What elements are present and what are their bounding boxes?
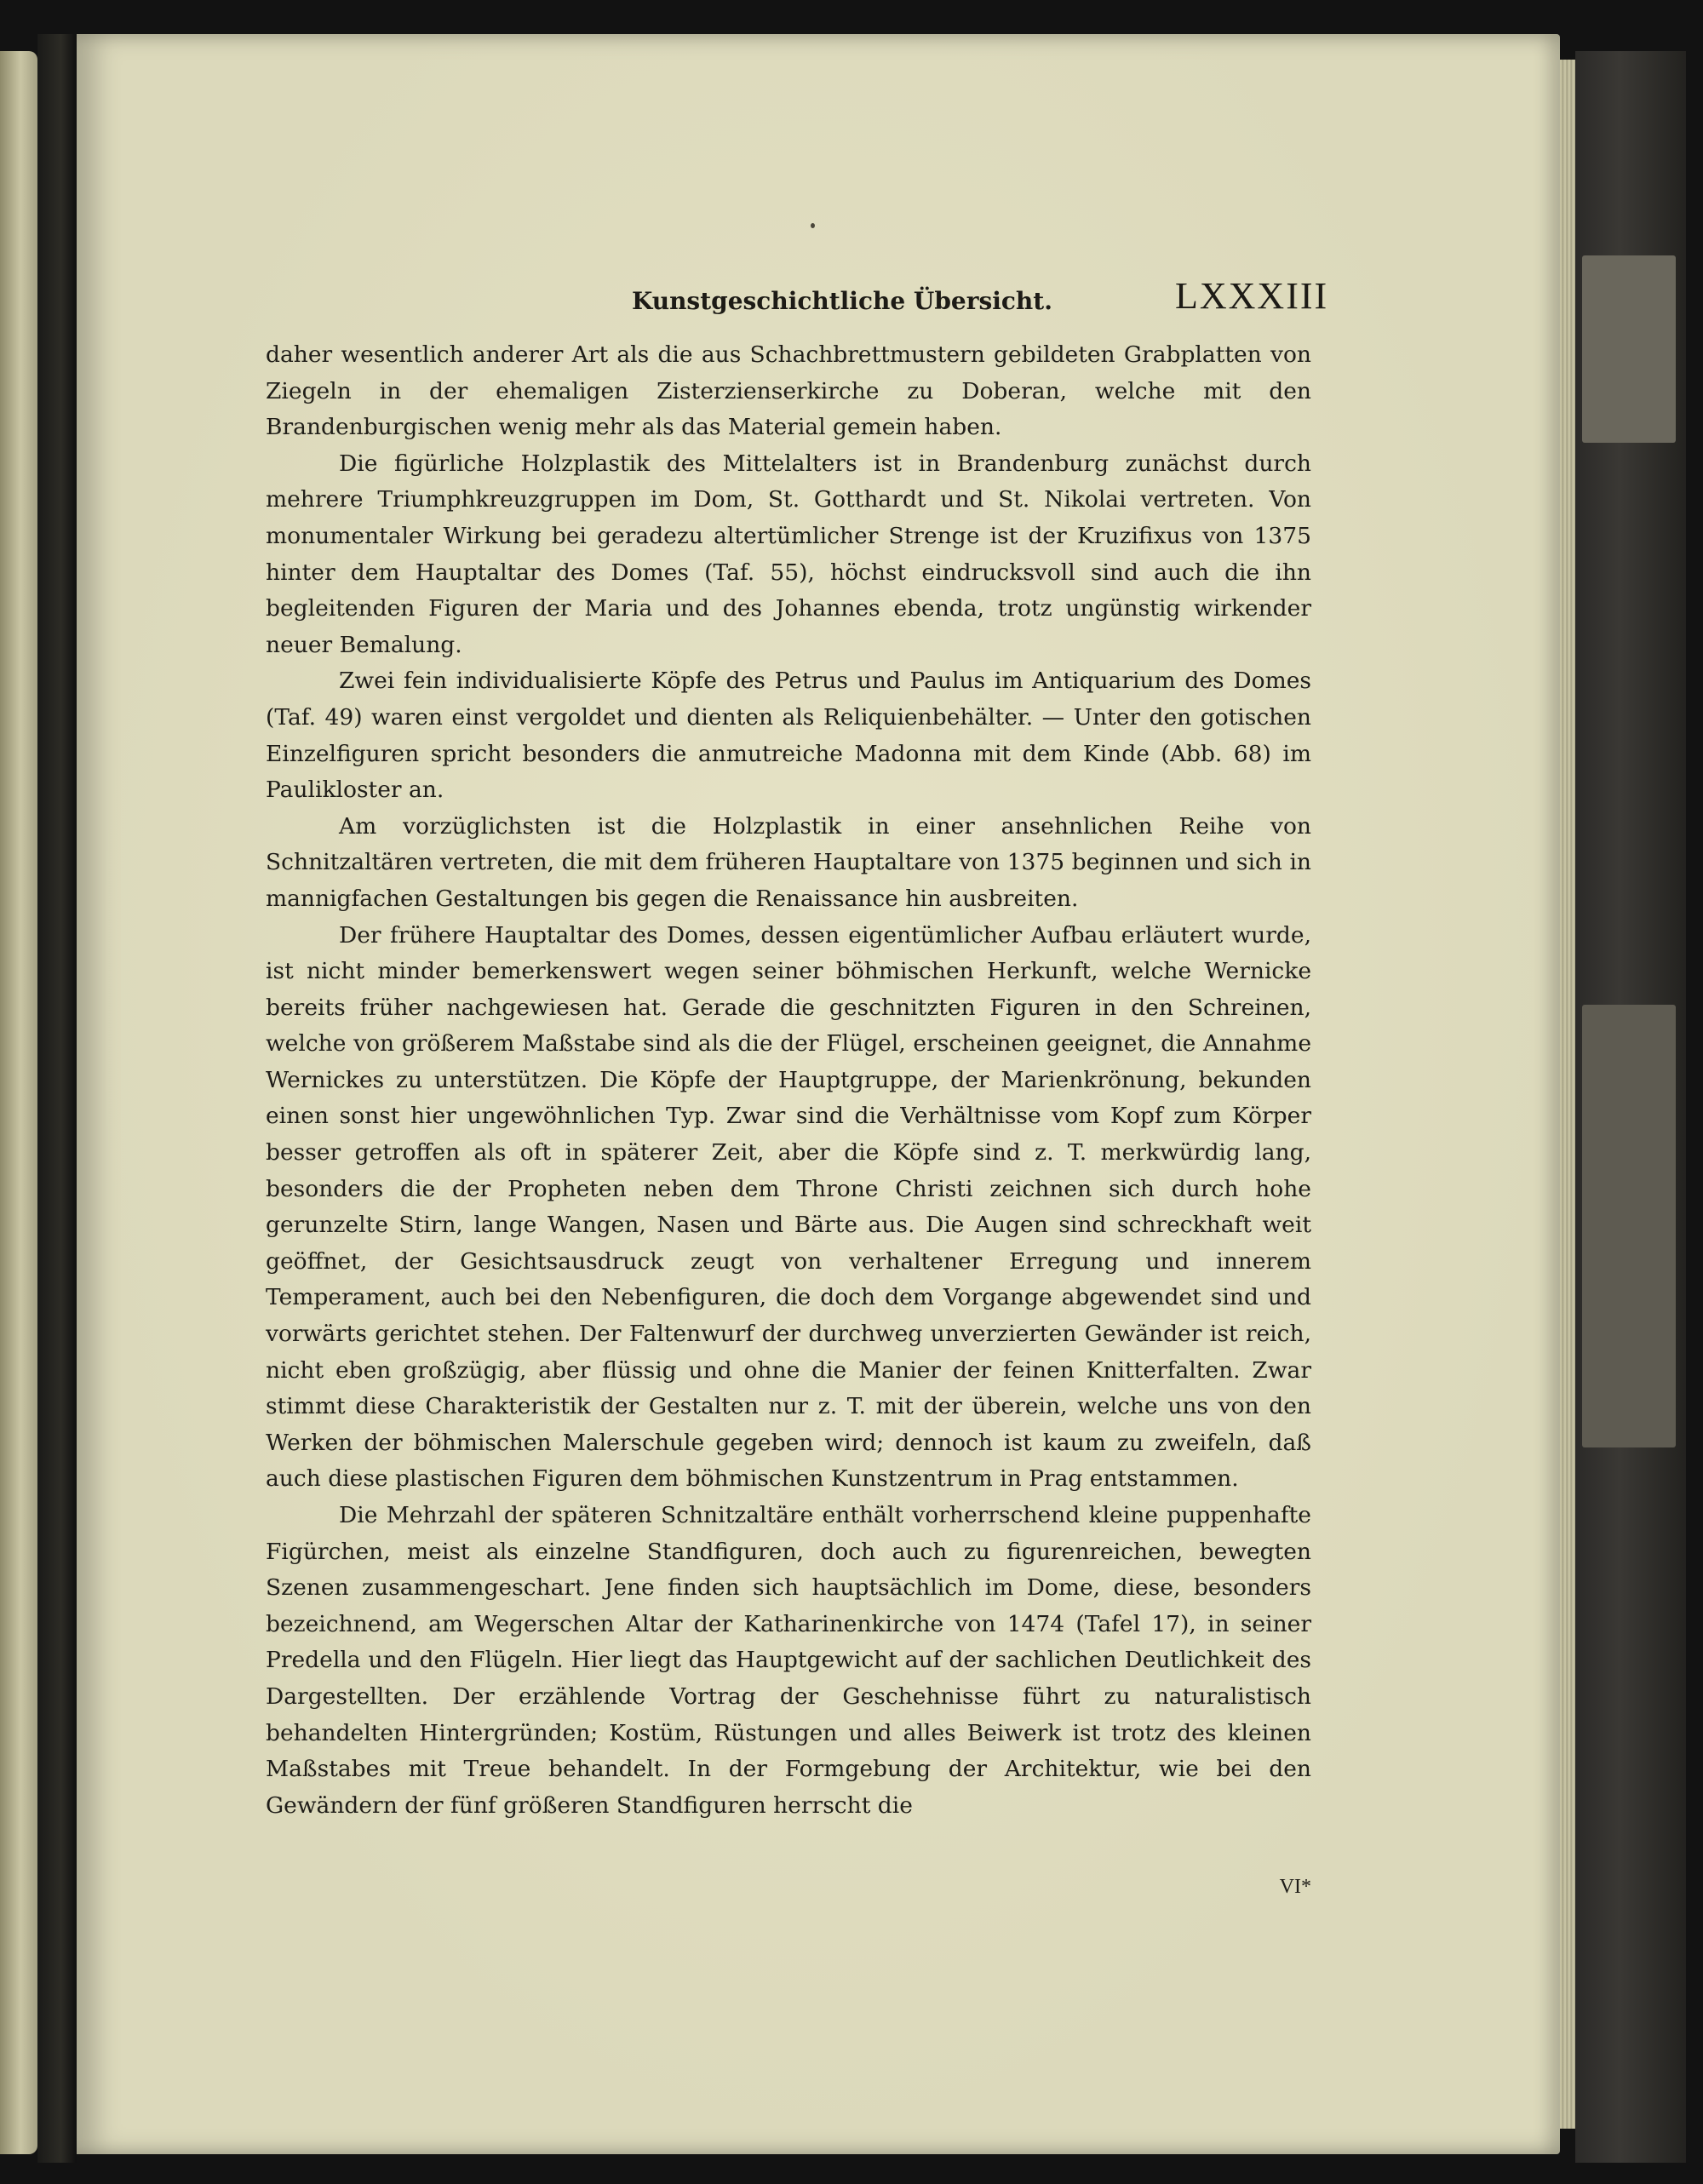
body-text xyxy=(266,337,1311,1824)
signature-mark: VI* xyxy=(1279,1876,1311,1898)
cover-wear-mark xyxy=(1582,1005,1676,1447)
paragraph: Am vorzüglichsten ist die Holzplastik in einer ansehnlichen Reihe von Schnitzaltären vertreten, die mit dem früheren Hauptaltare von 1375 beginnen und sich in mannigfachen Gestaltungen bis gegen die Renaissance hin ausbreiten. xyxy=(266,812,1311,912)
page-block-edge xyxy=(1560,60,1575,2129)
paragraph: Zwei fein individualisierte Köpfe des Petrus und Paulus im Antiquarium des Domes (Taf. 49) waren einst vergoldet und dienten als Reliquienbehälter. — Unter den gotischen Einzelfiguren spricht besonders die anmutreiche Madonna mit dem Kinde (Abb. 68) im Paulikloster an. xyxy=(266,668,1311,804)
paragraph: Die figürliche Holzplastik des Mittelalters ist in Brandenburg zunächst durch mehrere Triumphkreuzgruppen im Dom, St. Gotthardt und St. Nikolai vertreten. Von monumentaler Wirkung bei geradezu altertümlicher Strenge ist der Kruzifixus von 1375 hinter dem Hauptaltar des Domes (Taf. 55), höchst eindrucksvoll sind auch die ihn begleitenden Figuren der Maria und des Johannes ebenda, trotz ungünstig wirkender neuer Bemalung. xyxy=(266,450,1311,658)
running-head: Kunstgeschichtliche Übersicht. xyxy=(632,287,1052,315)
paragraph: daher wesentlich anderer Art als die aus Schachbrettmustern gebildeten Grabplatten von Ziegeln in der ehemaligen Zisterzienserkirche zu Doberan, welche mit den Brandenburgischen wenig mehr als das Material gemein haben. xyxy=(266,341,1311,441)
paragraph: Der frühere Hauptaltar des Domes, dessen eigentümlicher Aufbau erläutert wurde, ist nicht minder bemerkenswert wegen seiner böhmischen Herkunft, welche Wernicke bereits früher nachgewiesen hat. Gerade die geschnitzten Figuren in den Schreinen, welche von größerem Maßstabe sind als die der Flügel, erscheinen geeignet, die Annahme Wernickes zu unterstützen. Die Köpfe der Hauptgruppe, der Marienkrönung, bekunden einen sonst hier ungewöhnlichen Typ. Zwar sind die Verhältnisse vom Kopf zum Körper besser getroffen als oft in späterer Zeit, aber die Köpfe sind z. T. merkwürdig lang, besonders die der Propheten neben dem Throne Christi zeichnen sich durch hohe gerunzelte Stirn, lange Wangen, Nasen und Bärte aus. Die Augen sind schreckhaft weit geöffnet, der Gesichtsausdruck zeugt von verhaltener Erregung und innerem Temperament, auch bei den Nebenfiguren, die doch dem Vorgange abgewendet sind und vorwärts gerichtet stehen. Der Faltenwurf der durchweg unverzierten Gewänder ist reich, nicht eben großzügig, aber flüssig und ohne die Manier der feinen Knitterfalten. Zwar stimmt diese Charakteristik der Gestalten nur z. T. mit der überein, welche uns von den Werken der böhmischen Malerschule gegeben wird; dennoch ist kaum zu zweifeln, daß auch diese plastischen Figuren dem böhmischen Kunstzentrum in Prag entstammen. xyxy=(266,921,1311,1493)
cover-wear-mark xyxy=(1582,255,1676,443)
paper-speck xyxy=(811,223,815,228)
page-number: LXXXIII xyxy=(1175,275,1329,317)
previous-page-edge xyxy=(0,51,37,2154)
book-gutter xyxy=(37,34,77,2163)
paragraph: Die Mehrzahl der späteren Schnitzaltäre enthält vorherrschend kleine puppenhafte Figürchen, meist als einzelne Standfiguren, doch auch zu figurenreichen, bewegten Szenen zusammengeschart. Jene finden sich hauptsächlich im Dome, diese, besonders bezeichnend, am Wegerschen Altar der Katharinenkirche von 1474 (Tafel 17), in seiner Predella und den Flügeln. Hier liegt das Hauptgewicht auf der sachlichen Deutlichkeit des Dargestellten. Der erzählende Vortrag der Geschehnisse führt zu naturalistisch behandelten Hintergründen; Kostüm, Rüstungen und alles Beiwerk ist trotz des kleinen Maßstabes mit Treue behandelt. In der Formgebung der Architektur, wie bei den Gewändern der fünf größeren Standfiguren herrscht die xyxy=(266,1502,1311,1819)
